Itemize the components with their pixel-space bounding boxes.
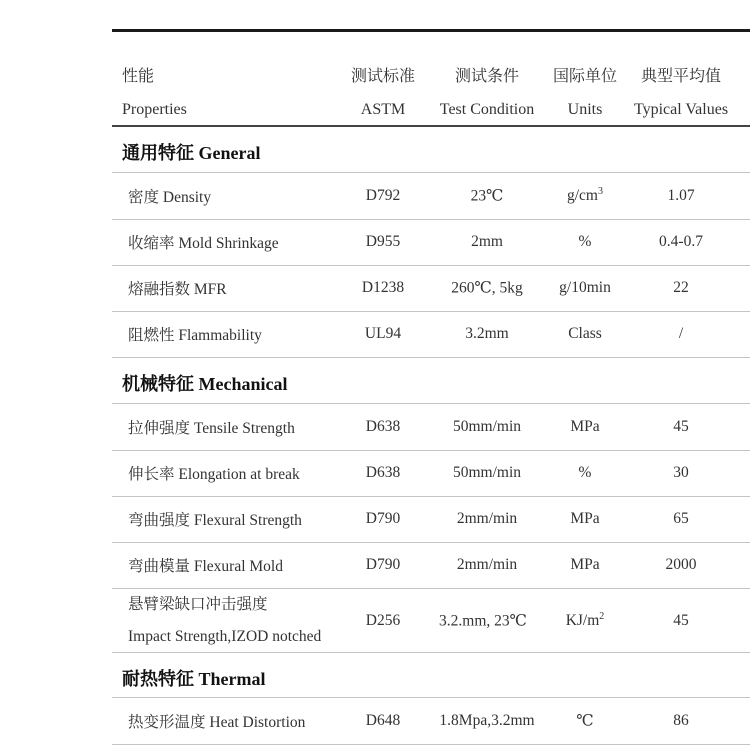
property-label: 拉伸强度 Tensile Strength bbox=[128, 420, 295, 437]
header-value-zh: 典型平均值 bbox=[640, 68, 722, 85]
standard-cell: D256 bbox=[365, 612, 401, 629]
unit-text: KJ/m bbox=[565, 612, 600, 629]
property-label: 弯曲强度 Flexural Strength bbox=[128, 512, 302, 529]
standard-cell: D638 bbox=[365, 464, 401, 481]
row-divider bbox=[112, 744, 750, 745]
header-standard-en: ASTM bbox=[360, 101, 406, 118]
header-unit-en: Units bbox=[567, 101, 603, 118]
value-cell: 86 bbox=[673, 712, 689, 729]
property-label: 熔融指数 MFR bbox=[128, 281, 227, 298]
header-condition-zh: 测试条件 bbox=[454, 68, 520, 85]
condition-cell: 2mm/min bbox=[456, 510, 518, 527]
row-divider bbox=[112, 450, 750, 451]
unit-cell: ℃ bbox=[576, 712, 594, 730]
standard-cell: D792 bbox=[365, 187, 401, 204]
value-cell: / bbox=[678, 325, 684, 342]
property-label: 弯曲模量 Flexural Mold bbox=[128, 558, 283, 575]
value-cell: 1.07 bbox=[667, 187, 695, 204]
unit-cell bbox=[566, 612, 605, 630]
property-label: 伸长率 Elongation at break bbox=[128, 466, 300, 483]
standard-cell: D955 bbox=[365, 233, 401, 250]
header-rule bbox=[112, 125, 750, 127]
row-divider bbox=[112, 265, 750, 266]
unit-cell: g/10min bbox=[559, 279, 611, 296]
condition-cell: 3.2.mm, 23℃ bbox=[439, 612, 527, 630]
row-divider bbox=[112, 172, 750, 173]
standard-cell: D790 bbox=[365, 510, 401, 527]
value-cell: 65 bbox=[673, 510, 689, 527]
row-divider bbox=[112, 403, 750, 404]
value-cell: 30 bbox=[673, 464, 689, 481]
condition-cell: 2mm bbox=[471, 233, 503, 250]
condition-cell: 260℃, 5kg bbox=[451, 279, 523, 297]
row-divider bbox=[112, 542, 750, 543]
unit-cell: MPa bbox=[570, 418, 600, 435]
standard-cell: D648 bbox=[365, 712, 401, 729]
property-label-zh: 悬臂梁缺口冲击强度 bbox=[128, 596, 268, 613]
row-divider bbox=[112, 588, 750, 589]
unit-cell bbox=[567, 187, 603, 205]
standard-cell: D790 bbox=[365, 556, 401, 573]
unit-cell: Class bbox=[568, 325, 602, 342]
value-cell: 0.4-0.7 bbox=[659, 233, 703, 250]
property-label: 收缩率 Mold Shrinkage bbox=[128, 235, 279, 252]
value-cell: 45 bbox=[673, 418, 689, 435]
row-divider bbox=[112, 652, 750, 653]
condition-cell: 2mm/min bbox=[456, 556, 518, 573]
header-property-en: Properties bbox=[122, 101, 187, 118]
value-cell: 2000 bbox=[665, 556, 697, 573]
unit-text: g/cm bbox=[567, 187, 598, 204]
header-unit-zh: 国际单位 bbox=[552, 68, 618, 85]
property-label: 热变形温度 Heat Distortion bbox=[128, 714, 306, 731]
property-label: 密度 Density bbox=[128, 189, 212, 206]
row-divider bbox=[112, 219, 750, 220]
unit-cell: % bbox=[578, 233, 592, 250]
row-divider bbox=[112, 496, 750, 497]
row-divider bbox=[112, 311, 750, 312]
unit-superscript: 2 bbox=[599, 610, 605, 622]
unit-superscript: 3 bbox=[598, 185, 603, 197]
unit-cell: % bbox=[578, 464, 592, 481]
top-rule bbox=[112, 29, 750, 32]
header-property-zh: 性能 bbox=[122, 68, 155, 85]
property-label-en: Impact Strength,IZOD notched bbox=[128, 628, 322, 645]
condition-cell: 50mm/min bbox=[452, 464, 522, 481]
standard-cell: D638 bbox=[365, 418, 401, 435]
unit-cell: MPa bbox=[570, 556, 600, 573]
unit-cell: MPa bbox=[570, 510, 600, 527]
condition-cell: 1.8Mpa,3.2mm bbox=[439, 712, 535, 729]
header-value-en: Typical Values bbox=[633, 101, 729, 118]
section-general: 通用特征 General bbox=[122, 143, 261, 163]
standard-cell: UL94 bbox=[364, 325, 402, 342]
value-cell: 45 bbox=[673, 612, 689, 629]
header-condition-en: Test Condition bbox=[439, 101, 535, 118]
row-divider bbox=[112, 357, 750, 358]
section-mechanical: 机械特征 Mechanical bbox=[122, 374, 288, 394]
property-label: 阻燃性 Flammability bbox=[128, 327, 262, 344]
condition-cell: 23℃ bbox=[470, 187, 504, 205]
condition-cell: 50mm/min bbox=[452, 418, 522, 435]
header-standard-zh: 测试标准 bbox=[350, 68, 416, 85]
section-thermal: 耐热特征 Thermal bbox=[122, 669, 266, 689]
row-divider bbox=[112, 697, 750, 698]
standard-cell: D1238 bbox=[361, 279, 405, 296]
condition-cell: 3.2mm bbox=[465, 325, 509, 342]
value-cell: 22 bbox=[673, 279, 689, 296]
